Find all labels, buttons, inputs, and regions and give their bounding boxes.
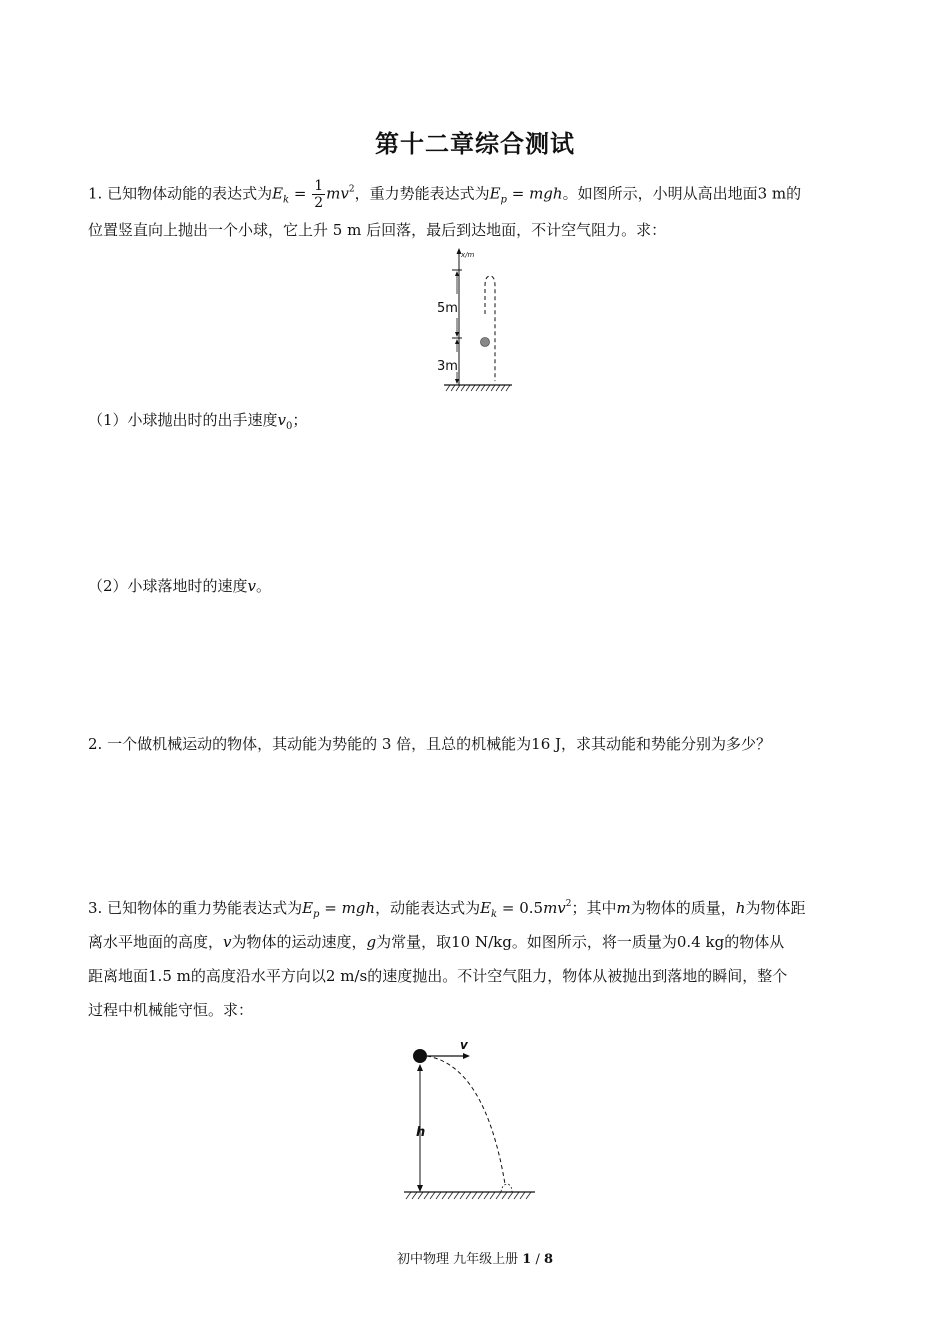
fig1-ground-hatch — [446, 385, 510, 391]
page-footer — [0, 1248, 950, 1267]
footer-course: 初中物理 九年级上册 — [396, 1252, 519, 1267]
fig1-3m-arrow-down — [455, 379, 459, 384]
q1-figure — [430, 246, 520, 392]
q1-sub-2 — [88, 576, 271, 596]
fig2-ball — [413, 1049, 427, 1063]
q3-text: 离水平地面的高度， — [88, 933, 224, 951]
q3-line-2 — [88, 932, 784, 952]
fig2-landing-arc — [501, 1184, 512, 1192]
q3-figure — [400, 1036, 540, 1206]
initial-height: 3 m — [757, 184, 787, 203]
q1-text: ，重力势能表达式为 — [354, 184, 490, 203]
fig2-ground-hatch — [406, 1192, 531, 1199]
g-symbol: g — [366, 933, 377, 951]
q2-line — [88, 734, 771, 754]
q1-text: 的 — [786, 184, 802, 203]
q1-sub-1 — [88, 410, 307, 437]
ek-subscript: k — [283, 194, 290, 206]
ek-coefficient: 0.5 — [519, 899, 544, 917]
fig2-height-arrow-up — [417, 1064, 423, 1071]
ep-subscript: p — [500, 194, 507, 206]
fraction-numerator: 1 — [314, 178, 324, 194]
mv-term: mv — [326, 184, 349, 203]
q3-text: 为常量，取 — [376, 933, 452, 951]
ek-symbol: E — [272, 184, 284, 203]
q1-text: 1. 已知物体动能的表达式为 — [88, 184, 273, 203]
q3-text: 为物体的质量， — [630, 899, 736, 917]
q3-text: 3. 已知物体的重力势能表达式为 — [88, 899, 303, 917]
height-value: 1.5 m — [148, 967, 191, 985]
page-title: 第十二章综合测试 — [375, 130, 575, 158]
v0-symbol: v — [277, 411, 287, 429]
g-value: 10 N/kg — [451, 933, 512, 951]
m-symbol: m — [616, 899, 631, 917]
sub1-text: （1）小球抛出时的出手速度 — [88, 411, 278, 429]
q3-text: 的物体从 — [724, 933, 785, 951]
fig2-trajectory — [427, 1056, 505, 1184]
v-symbol: v — [223, 933, 232, 951]
fig1-axis-label: x/m — [461, 251, 475, 259]
v-symbol: v — [247, 577, 257, 595]
fig2-velocity-arrowhead — [463, 1053, 470, 1059]
fig1-3m-label: 3m — [437, 359, 458, 374]
q3-text: ，动能表达式为 — [375, 899, 481, 917]
mgh-term: mgh — [529, 184, 563, 203]
q3-text: 的速度抛出。不计空气阻力，物体从被抛出到落地的瞬间，整个 — [367, 967, 788, 985]
fig2-height-arrow-down — [417, 1185, 423, 1192]
fig1-5m-arrow-down — [455, 332, 459, 337]
square-exponent: 2 — [348, 184, 355, 195]
ep-symbol: E — [489, 184, 501, 203]
q3-text: 的高度沿水平方向以 — [190, 967, 326, 985]
q3-text: 为物体的运动速度， — [231, 933, 367, 951]
square-exponent: 2 — [565, 899, 572, 909]
q1-text: 。如图所示，小明从高出地面 — [562, 184, 758, 203]
q3-text: 。如图所示，将一质量为 — [511, 933, 677, 951]
q3-text: 为物体距 — [745, 899, 806, 917]
q1-line-1: 1. 已知物体动能的表达式为$E_k$ = $\frac{1}{2}$ $mv^2$，重力势能表达式为$E_p$ = mgh。如图所示，小明从高出地面3 m的 — [88, 178, 802, 211]
half-fraction — [312, 178, 325, 211]
h-symbol: h — [735, 899, 746, 917]
fig2-v-label: v — [460, 1038, 468, 1052]
mv-term: mv — [543, 899, 566, 917]
fig2-h-label: h — [416, 1125, 426, 1140]
v0-subscript: 0 — [286, 421, 293, 432]
ep-subscript: p — [313, 909, 320, 920]
footer-separator: / — [531, 1252, 544, 1267]
fig1-5m-label: 5m — [437, 301, 458, 316]
q2-text: ，求其动能和势能分别为多少？ — [561, 735, 772, 753]
mgh-term: mgh — [341, 899, 376, 917]
q3-line-3 — [88, 966, 787, 986]
sub2-text: （2）小球落地时的速度 — [88, 577, 248, 595]
q2-text: 2. 一个做机械运动的物体，其动能为势能的 3 倍，且总的机械能为 — [88, 735, 532, 753]
q3-text: 距离地面 — [88, 967, 149, 985]
q3-line-4: 过程中机械能守恒。求： — [88, 1001, 254, 1019]
footer-page-total: 8 — [543, 1252, 554, 1267]
q3-line-1: 3. 已知物体的重力势能表达式为$E_p$ = mgh，动能表达式为$E_k = 0.5mv^2$；其中m为物体的质量，h为物体距 — [88, 899, 806, 920]
total-energy: 16 J — [531, 735, 562, 753]
footer-page-number: 1 — [522, 1252, 532, 1267]
fraction-denominator: 2 — [314, 195, 324, 211]
fig1-ball — [481, 338, 490, 347]
sub2-text: 。 — [256, 577, 272, 595]
ep-symbol: E — [302, 899, 314, 917]
q3-text: ；其中 — [571, 899, 617, 917]
fig1-3m-arrow-up — [455, 339, 459, 344]
fig1-trajectory — [485, 276, 495, 381]
ek-subscript: k — [491, 909, 498, 920]
mass-value: 0.4 kg — [676, 933, 725, 951]
q1-line-2: 位置竖直向上抛出一个小球，它上升 5 m 后回落，最后到达地面，不计空气阻力。求： — [88, 221, 667, 239]
fig1-5m-arrow-up — [455, 271, 459, 276]
ek-symbol: E — [480, 899, 492, 917]
sub1-text: ； — [292, 411, 308, 429]
speed-value: 2 m/s — [325, 967, 368, 985]
